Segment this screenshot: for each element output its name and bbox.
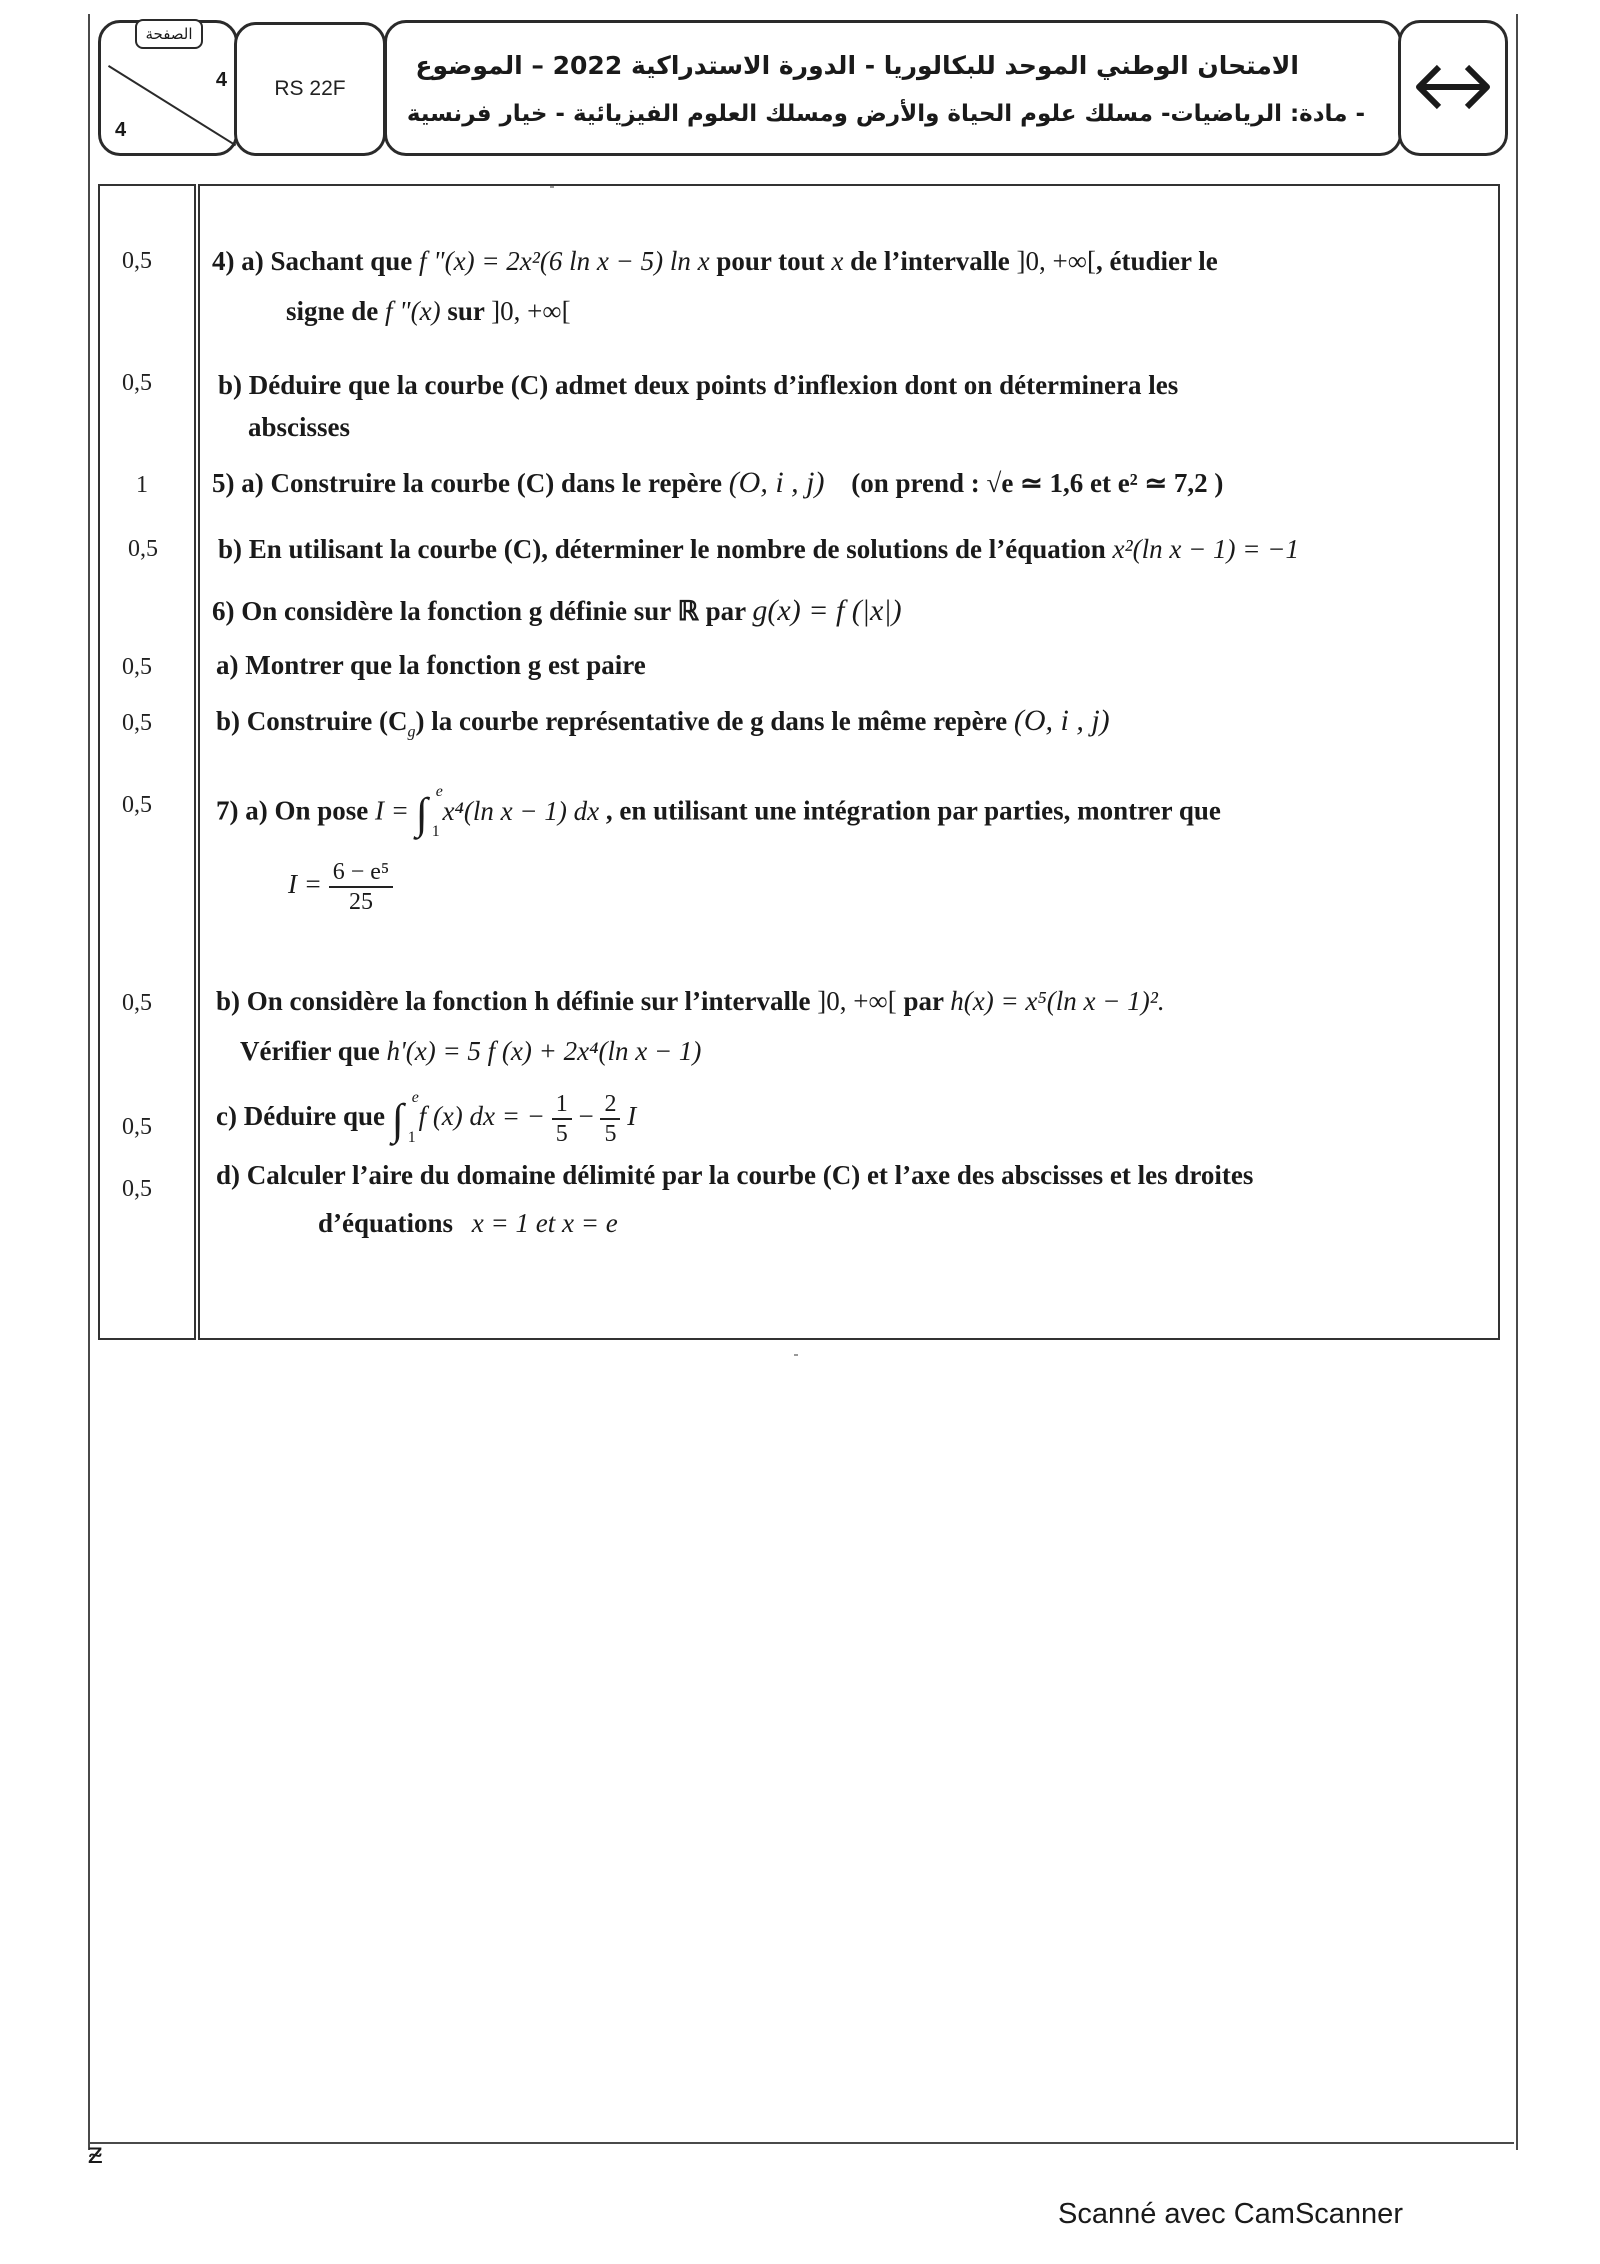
q7c-f1-den: 5 xyxy=(555,1121,568,1147)
q6b-text2: ) la courbe représentative de g dans le même repère xyxy=(415,706,1008,736)
score-q4a: 0,5 xyxy=(122,248,152,274)
q7d-line2-text: d’équations xyxy=(318,1208,454,1238)
q7a-numerator: 6 − e⁵ xyxy=(329,858,394,888)
q7c-f1-num: 1 xyxy=(552,1090,572,1120)
score-q5a: 1 xyxy=(136,472,148,498)
q7b-line2-text: Vérifier que xyxy=(240,1036,380,1066)
integral-sign-2: ∫ e 1 xyxy=(391,1088,419,1146)
q7c-f2-den: 5 xyxy=(604,1121,617,1147)
q7c-fraction-1 xyxy=(552,1090,572,1148)
q7c-minus: − xyxy=(578,1101,594,1132)
score-q7d: 0,5 xyxy=(122,1176,152,1202)
q6b-frame: (O, i , j) xyxy=(1013,704,1110,737)
q7c-I: I xyxy=(627,1101,637,1132)
double-arrow-icon xyxy=(1411,57,1495,117)
q6-definition: g(x) = f (|x|) xyxy=(752,594,902,627)
q4a-line2-text: signe de xyxy=(286,296,379,326)
q7b-interval: ]0, +∞[ xyxy=(817,986,897,1016)
exam-code: RS 22F xyxy=(274,77,346,100)
score-q7c: 0,5 xyxy=(122,1114,152,1140)
q7a-text: 7) a) On pose xyxy=(216,795,369,826)
question-7a-result xyxy=(288,858,393,916)
score-q6b: 0,5 xyxy=(122,710,152,736)
score-q6a: 0,5 xyxy=(122,654,152,680)
q4a-line2-formula: f "(x) xyxy=(385,296,441,326)
q7b-definition: h(x) = x⁵(ln x − 1)². xyxy=(950,986,1165,1016)
scanner-watermark: Scanné avec CamScanner xyxy=(1058,2198,1403,2230)
q6-text: 6) On considère la fonction g définie sur ℝ par xyxy=(212,596,746,626)
q7a-I2: I = xyxy=(288,869,322,900)
exam-title: الامتحان الوطني الموحد للبكالوريا - الدورة الاستدراكية 2022 – الموضوع xyxy=(415,51,1299,80)
arrow-box xyxy=(1398,20,1508,156)
question-4b-line2: abscisses xyxy=(248,412,351,442)
score-q4b: 0,5 xyxy=(122,370,152,396)
q4a-text2: pour tout xyxy=(716,246,825,276)
q5b-text: b) En utilisant la courbe (C), déterminer le nombre de solutions de l’équation xyxy=(218,534,1106,564)
integral-upper-2: e xyxy=(411,1088,419,1106)
q7b-text: b) On considère la fonction h définie sur l’intervalle xyxy=(216,986,811,1016)
page-total: 4 xyxy=(215,69,227,91)
q4a-var: x xyxy=(831,246,844,276)
q5a-text: 5) a) Construire la courbe (C) dans le repère xyxy=(212,468,722,498)
score-q5b: 0,5 xyxy=(128,536,158,562)
q4a-line2-sur: sur xyxy=(447,296,485,326)
q5a-frame: (O, i , j) xyxy=(728,466,825,499)
q4a-text3: de l’intervalle xyxy=(850,246,1010,276)
q7b-line2-formula: h'(x) = 5 f (x) + 2x⁴(ln x − 1) xyxy=(386,1036,702,1066)
question-5a xyxy=(212,466,1223,500)
q7c-f2-num: 2 xyxy=(600,1090,620,1120)
q7a-fraction xyxy=(329,858,394,916)
integral-lower-2: 1 xyxy=(407,1128,416,1146)
q4a-line2-interval: ]0, +∞[ xyxy=(491,296,571,326)
score-q7b: 0,5 xyxy=(122,990,152,1016)
integral-upper: e xyxy=(435,783,443,800)
scan-dot xyxy=(550,186,554,188)
pen-mark: ᵶ xyxy=(88,2136,103,2171)
question-6a: a) Montrer que la fonction g est paire xyxy=(216,650,646,680)
question-7d-line2 xyxy=(318,1208,618,1239)
score-column xyxy=(98,184,196,1340)
q7d-line2-equations: x = 1 et x = e xyxy=(471,1208,618,1238)
q4a-text4: , étudier le xyxy=(1096,246,1218,276)
q5b-equation: x²(ln x − 1) = −1 xyxy=(1112,534,1299,564)
exam-subject: - مادة: الرياضيات- مسلك علوم الحياة والأرض ومسلك العلوم الفيزيائية - خيار فرنسية xyxy=(406,101,1365,127)
q4a-text: 4) a) Sachant que xyxy=(212,246,413,276)
integral-sign: ∫ e 1 xyxy=(415,783,443,840)
question-6 xyxy=(212,594,902,628)
q7c-integrand: f (x) dx = − xyxy=(418,1101,545,1132)
bottom-rule xyxy=(88,2142,1514,2144)
page-number-box xyxy=(98,20,238,156)
exam-code-box xyxy=(234,22,386,156)
q4a-interval: ]0, +∞[ xyxy=(1016,246,1097,276)
question-7b xyxy=(216,986,1165,1017)
question-7a xyxy=(216,783,1221,840)
page-current: 4 xyxy=(115,119,127,141)
question-4a xyxy=(212,246,1218,277)
integral-lower: 1 xyxy=(431,823,440,840)
page-label: الصفحة xyxy=(135,19,203,49)
question-6b xyxy=(216,704,1110,741)
score-q7a: 0,5 xyxy=(122,792,152,818)
exercise-table xyxy=(98,184,1500,1340)
q5a-hint: (on prend : √e ≃ 1,6 et e² ≃ 7,2 ) xyxy=(851,468,1224,498)
q4a-formula: f "(x) = 2x²(6 ln x − 5) ln x xyxy=(419,246,710,276)
exam-title-box xyxy=(384,20,1402,156)
q7c-fraction-2 xyxy=(600,1090,620,1148)
q6b-text: b) Construire (C xyxy=(216,706,408,736)
question-4b: b) Déduire que la courbe (C) admet deux points d’inflexion dont on déterminera les xyxy=(218,370,1179,400)
question-5b xyxy=(218,534,1299,565)
q7c-text: c) Déduire que xyxy=(216,1101,385,1132)
q7a-integrand: x⁴(ln x − 1) dx xyxy=(442,795,600,826)
question-7b-line2 xyxy=(240,1036,701,1067)
question-7d: d) Calculer l’aire du domaine délimité par la courbe (C) et l’axe des abscisses et les droites xyxy=(216,1160,1254,1190)
q7a-text2: , en utilisant une intégration par parties, montrer que xyxy=(605,795,1221,826)
q7a-I: I = xyxy=(375,795,409,826)
question-4a-line2 xyxy=(286,296,571,327)
q6b-sub: g xyxy=(407,723,416,741)
q7a-denominator: 25 xyxy=(349,889,373,915)
scan-dot xyxy=(794,1354,798,1356)
q7b-text2: par xyxy=(903,986,944,1016)
question-7c xyxy=(216,1090,636,1148)
